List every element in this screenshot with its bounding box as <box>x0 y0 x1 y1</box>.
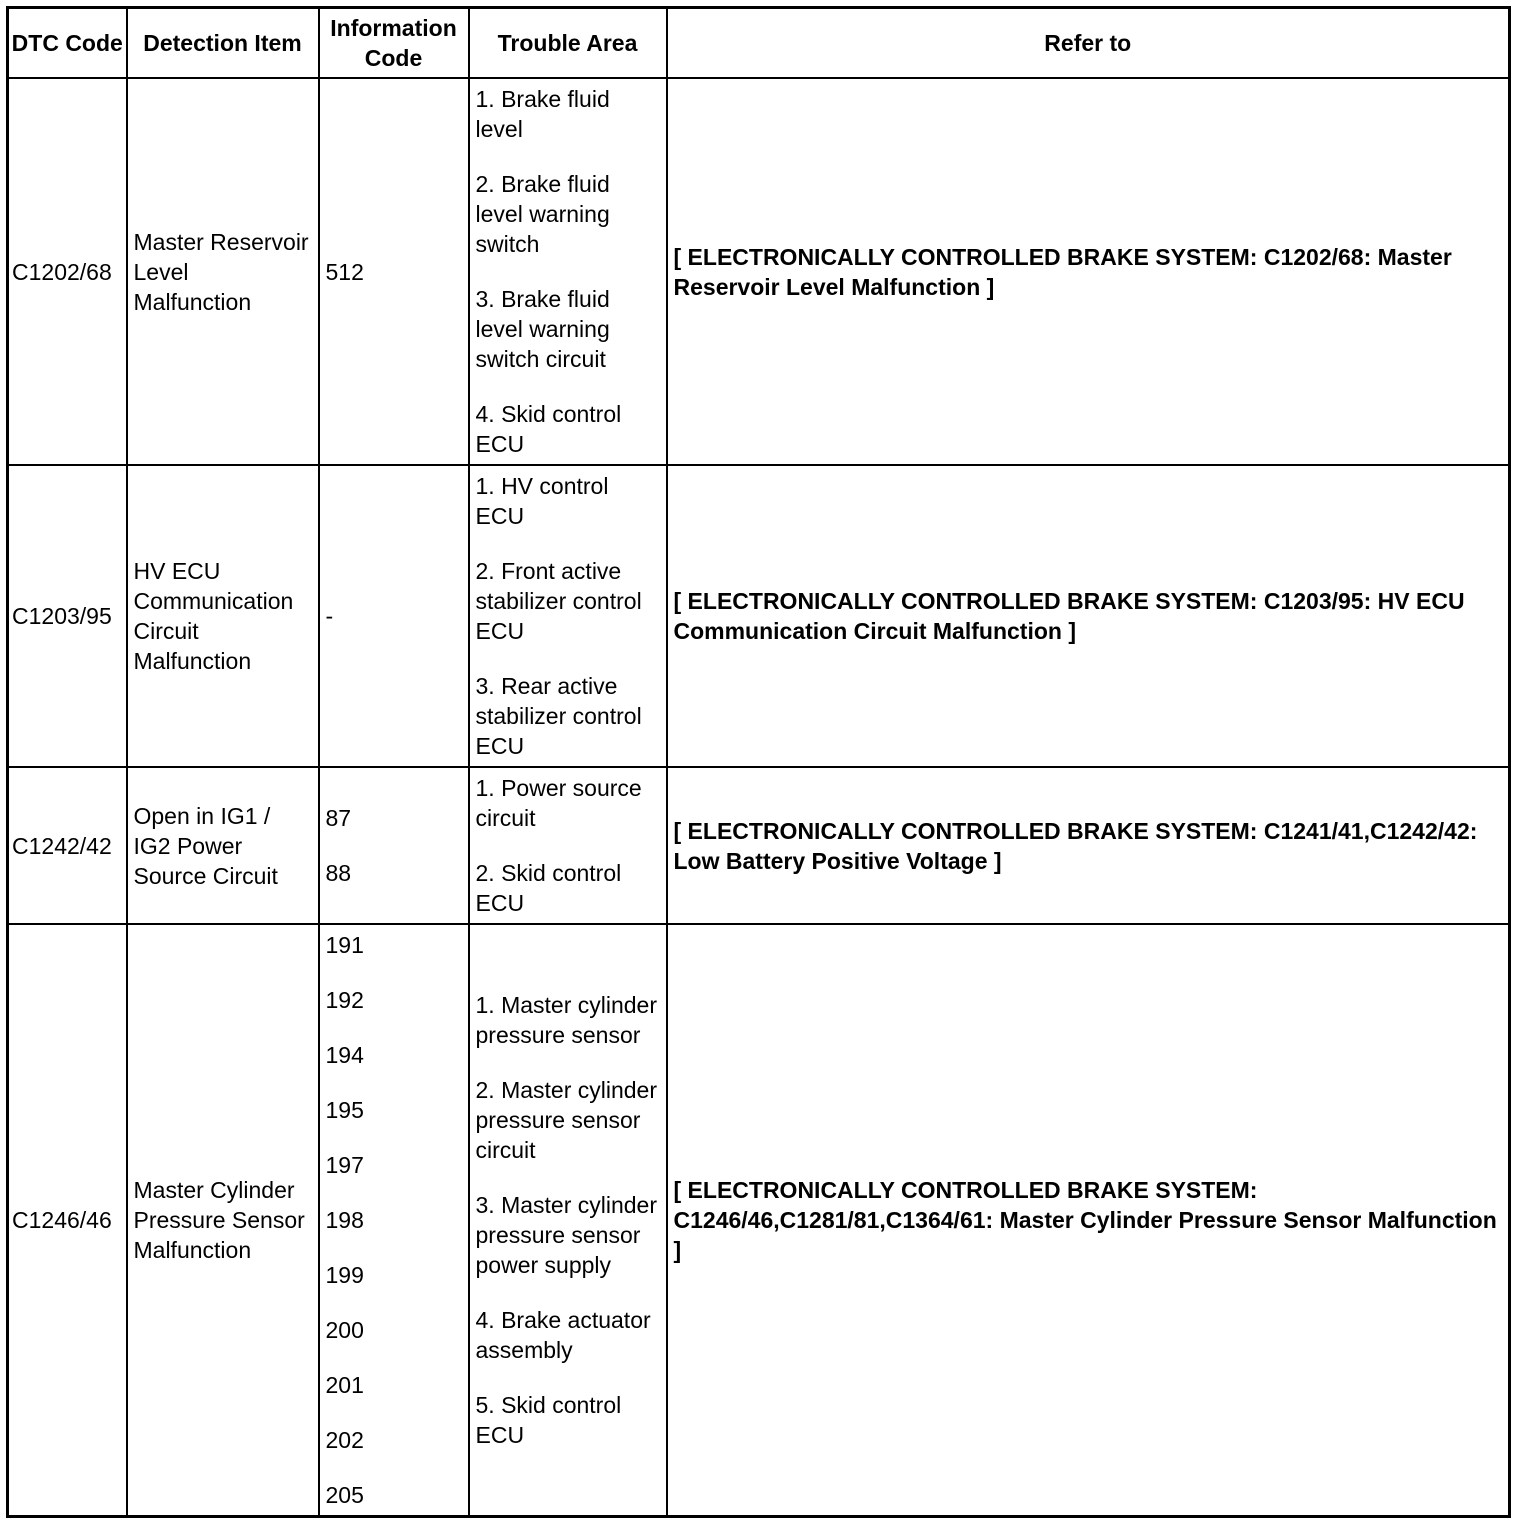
information-code: 512 <box>325 258 364 285</box>
information-code: 199 <box>325 1261 364 1288</box>
table-row <box>8 78 1510 465</box>
dtc-code-cell: C1242/42 <box>8 767 127 924</box>
trouble-area-item: 2. Skid control ECU <box>475 860 622 916</box>
detection-item-cell: Master Reservoir Level Malfunction <box>127 78 319 465</box>
trouble-area-item: 2. Master cylinder pressure sensor circuit <box>475 1076 658 1163</box>
trouble-area-cell <box>469 924 667 1516</box>
refer-to-link[interactable]: [ ELECTRONICALLY CONTROLLED BRAKE SYSTEM: C1241/41,C1242/42: Low Battery Positive Voltage ] <box>667 767 1510 924</box>
trouble-area-item: 1. Brake fluid level <box>475 86 610 142</box>
information-code: - <box>325 603 334 629</box>
information-code: 205 <box>325 1481 364 1508</box>
information-code: 202 <box>325 1426 364 1453</box>
information-code: 192 <box>325 986 364 1013</box>
information-code: 87 <box>325 805 352 831</box>
trouble-area-item: 1. HV control ECU <box>475 473 609 529</box>
dtc-code-cell: C1202/68 <box>8 78 127 465</box>
information-code: 201 <box>325 1371 364 1398</box>
trouble-area-item: 2. Front active stabilizer control ECU <box>475 558 642 644</box>
dtc-code-cell: C1246/46 <box>8 924 127 1516</box>
trouble-area-item: 2. Brake fluid level warning switch <box>475 171 610 257</box>
trouble-area-item: 4. Brake actuator assembly <box>475 1306 651 1363</box>
detection-item-cell: HV ECU Communication Circuit Malfunction <box>127 465 319 767</box>
information-code: 194 <box>325 1041 364 1068</box>
information-code-cell <box>319 767 469 924</box>
refer-to-link[interactable]: [ ELECTRONICALLY CONTROLLED BRAKE SYSTEM: C1246/46,C1281/81,C1364/61: Master Cylinder Pressure Sensor Malfunction ] <box>667 924 1510 1516</box>
trouble-area-cell <box>469 767 667 924</box>
table-row <box>8 924 1510 1516</box>
trouble-area-item: 5. Skid control ECU <box>475 1391 622 1448</box>
trouble-area-item: 1. Master cylinder pressure sensor <box>475 991 658 1048</box>
trouble-area-item: 3. Master cylinder pressure sensor power supply <box>475 1191 658 1278</box>
information-code: 197 <box>325 1151 364 1178</box>
trouble-area-item: 3. Rear active stabilizer control ECU <box>475 673 642 759</box>
trouble-area-item: 1. Power source circuit <box>475 775 642 831</box>
dtc-table <box>6 6 1511 1518</box>
refer-to-link[interactable]: [ ELECTRONICALLY CONTROLLED BRAKE SYSTEM: C1203/95: HV ECU Communication Circuit Malfunction ] <box>667 465 1510 767</box>
information-code: 191 <box>325 931 364 958</box>
information-code: 198 <box>325 1206 364 1233</box>
trouble-area-cell <box>469 465 667 767</box>
information-code-cell <box>319 924 469 1516</box>
header-refer-to: Refer to <box>667 8 1510 79</box>
detection-item-cell: Master Cylinder Pressure Sensor Malfunction <box>127 924 319 1516</box>
information-code-cell <box>319 78 469 465</box>
information-code: 88 <box>325 860 352 886</box>
refer-to-link[interactable]: [ ELECTRONICALLY CONTROLLED BRAKE SYSTEM: C1202/68: Master Reservoir Level Malfunction ] <box>667 78 1510 465</box>
trouble-area-item: 3. Brake fluid level warning switch circuit <box>475 286 610 372</box>
table-row <box>8 465 1510 767</box>
header-information-code: Information Code <box>319 8 469 79</box>
detection-item-cell: Open in IG1 / IG2 Power Source Circuit <box>127 767 319 924</box>
header-dtc-code: DTC Code <box>8 8 127 79</box>
information-code: 195 <box>325 1096 364 1123</box>
table-row <box>8 767 1510 924</box>
trouble-area-cell <box>469 78 667 465</box>
header-trouble-area: Trouble Area <box>469 8 667 79</box>
header-row <box>8 8 1510 79</box>
information-code: 200 <box>325 1316 364 1343</box>
header-detection-item: Detection Item <box>127 8 319 79</box>
trouble-area-item: 4. Skid control ECU <box>475 401 622 457</box>
information-code-cell <box>319 465 469 767</box>
dtc-code-cell: C1203/95 <box>8 465 127 767</box>
